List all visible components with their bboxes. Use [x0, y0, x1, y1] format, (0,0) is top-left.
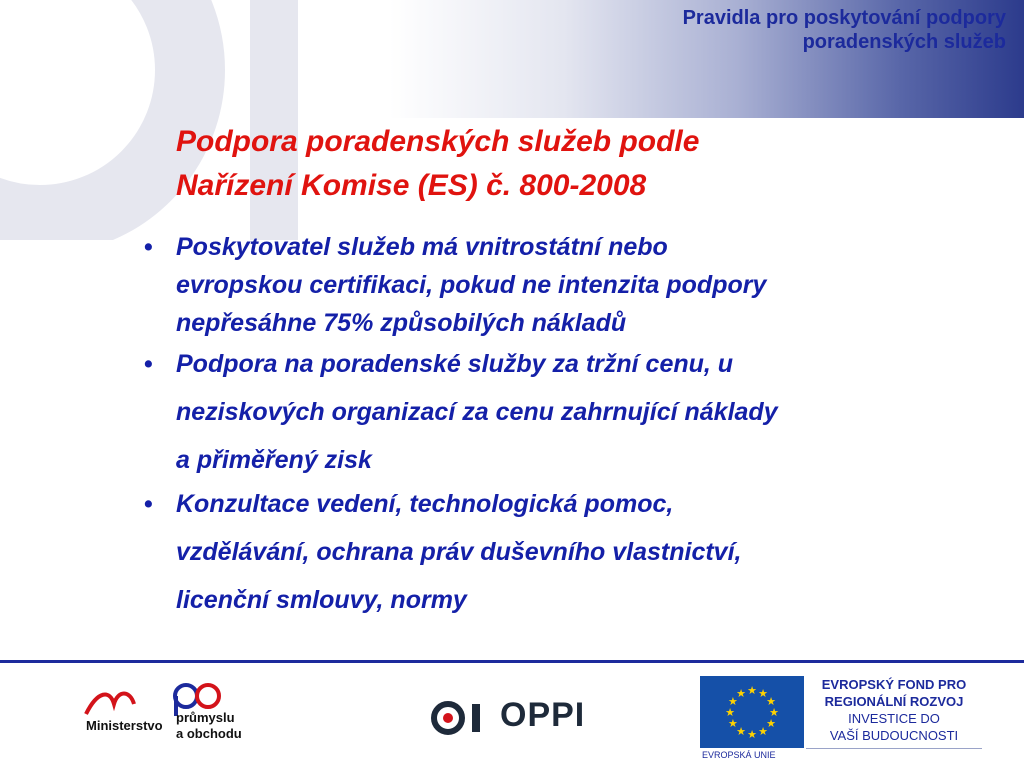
eu-star-icon: ★	[725, 707, 735, 719]
bullet-line: a přiměřený zisk	[176, 446, 372, 474]
eu-caption: EVROPSKÁ UNIE	[702, 750, 776, 760]
bullet-line: Podpora na poradenské služby za tržní cenu, u	[176, 350, 734, 378]
eu-line-3: INVESTICE DO	[848, 711, 940, 726]
eu-star-icon: ★	[766, 696, 777, 708]
header-title-line2: poradenských služeb	[802, 31, 1006, 53]
bullet-line: neziskových organizací za cenu zahrnující náklady	[176, 398, 778, 426]
slide-title-line1: Podpora poradenských služeb podle	[176, 125, 700, 158]
mpo-word-obchodu: a obchodu	[176, 726, 242, 741]
mpo-stack	[176, 710, 242, 742]
header-title	[446, 6, 1006, 54]
eu-star-icon: ★	[727, 696, 738, 708]
bullet-item	[140, 480, 1010, 624]
eu-line-2: REGIONÁLNÍ ROZVOJ	[824, 694, 964, 709]
eu-star-icon: ★	[736, 726, 746, 739]
footer-divider	[0, 660, 1024, 663]
bullet-icon: •	[144, 350, 153, 378]
oppi-emblem-icon	[426, 694, 496, 744]
bullet-line: licenční smlouvy, normy	[176, 586, 467, 614]
bullet-item	[140, 340, 1010, 484]
bullet-item	[140, 228, 1010, 342]
bullet-line: vzdělávání, ochrana práv duševního vlastnictví,	[176, 538, 742, 566]
eu-flag	[700, 676, 804, 748]
eu-star-icon: ★	[747, 729, 757, 741]
eu-line-1: EVROPSKÝ FOND PRO	[821, 677, 967, 692]
bullet-line: nepřesáhne 75% způsobilých nákladů	[176, 309, 627, 337]
eu-star-icon: ★	[758, 687, 768, 700]
bullet-line: evropskou certifikaci, pokud ne intenzita podpory	[176, 271, 767, 299]
bullet-icon: •	[144, 490, 153, 518]
eu-star-icon: ★	[758, 726, 768, 739]
mpo-logo	[58, 680, 258, 760]
bullet-list	[140, 228, 1010, 624]
eu-line-4: VAŠÍ BUDOUCNOSTI	[829, 728, 959, 743]
eu-star-icon: ★	[766, 718, 777, 730]
oppi-logo	[426, 690, 606, 750]
slide-title-line2: Nařízení Komise (ES) č. 800-2008	[176, 169, 647, 202]
eu-star-icon: ★	[747, 685, 757, 697]
bullet-line: Poskytovatel služeb má vnitrostátní nebo	[176, 233, 668, 261]
mpo-word-prumyslu: průmyslu	[176, 710, 235, 725]
mpo-word-ministerstvo: Ministerstvo	[86, 718, 163, 733]
eu-star-icon: ★	[769, 707, 779, 719]
slide-title	[176, 120, 936, 208]
eu-stars-icon	[700, 676, 804, 748]
oppi-label: OPPI	[500, 696, 586, 734]
eu-text-block	[806, 676, 982, 749]
eu-star-icon: ★	[736, 687, 746, 700]
bullet-line: Konzultace vedení, technologická pomoc,	[176, 490, 674, 518]
bullet-icon: •	[144, 233, 153, 261]
header-title-line1: Pravidla pro poskytování podpory	[682, 7, 1006, 29]
eu-star-icon: ★	[727, 718, 738, 730]
